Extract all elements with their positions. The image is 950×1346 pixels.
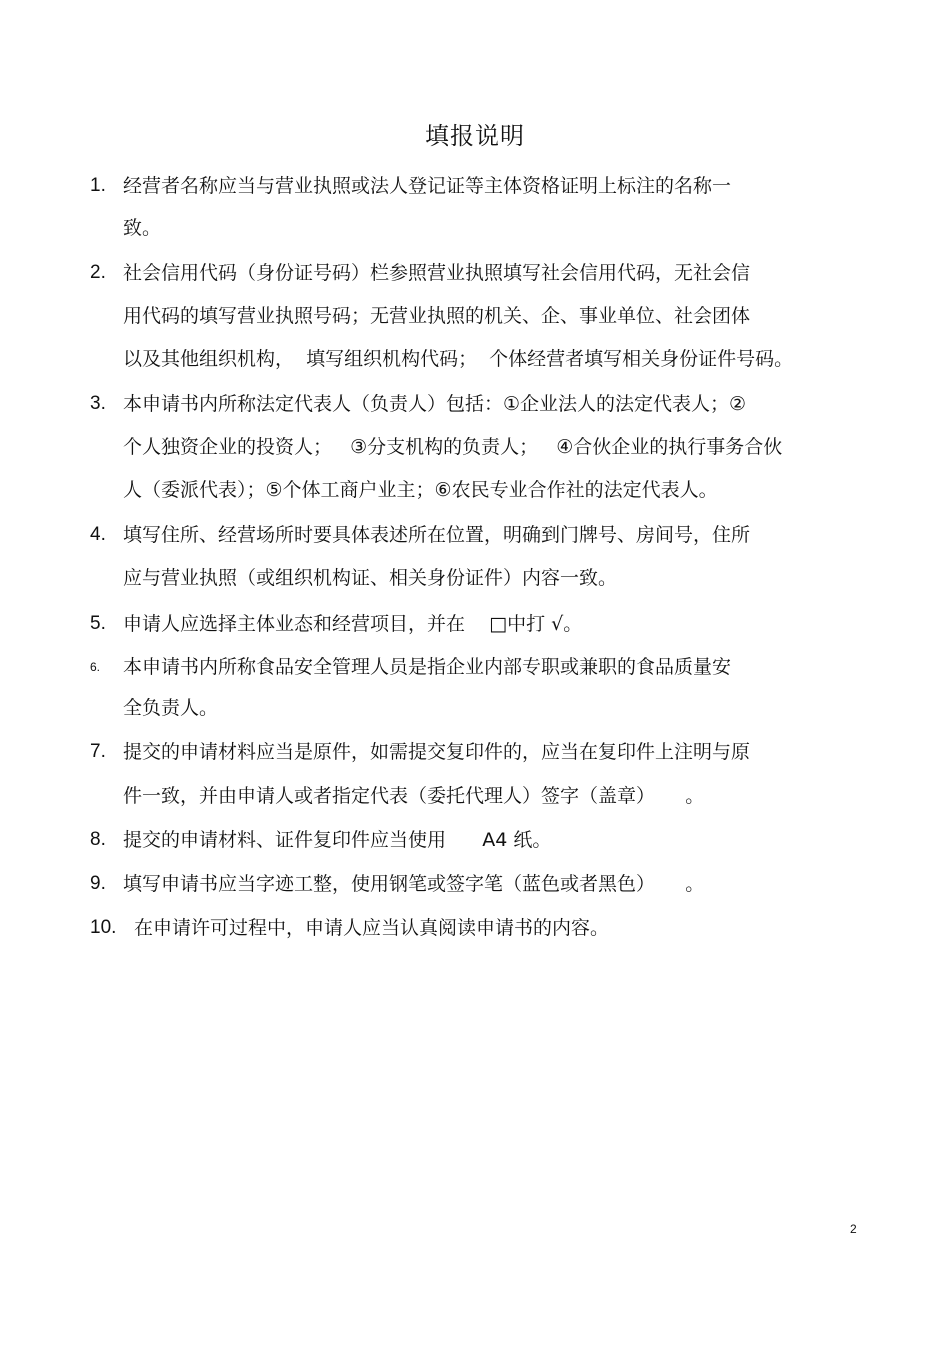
item-text-line: 本申请书内所称法定代表人（负责人）包括：①企业法人的法定代表人；② xyxy=(123,393,747,415)
item-text-line: 人（委派代表）；⑤个体工商户业主；⑥农民专业合作社的法定代表人。 xyxy=(123,479,718,501)
item-number: 3. xyxy=(90,393,106,414)
item-number: 5. xyxy=(90,613,106,634)
item-text-line: 全负责人。 xyxy=(123,697,219,719)
item-text-line: 用代码的填写营业执照号码；无营业执照的机关、企、事业单位、社会团体 xyxy=(123,305,751,327)
item-text-line: 经营者名称应当与营业执照或法人登记证等主体资格证明上标注的名称一 xyxy=(123,175,732,197)
item-text-line: 社会信用代码（身份证号码）栏参照营业执照填写社会信用代码，无社会信 xyxy=(123,262,751,284)
item-text-line: 件一致，并由申请人或者指定代表（委托代理人）签字（盖章） 。 xyxy=(123,785,705,807)
item-text-line: 填写住所、经营场所时要具体表述所在位置，明确到门牌号、房间号，住所 xyxy=(123,524,751,546)
page-title: 填报说明 xyxy=(425,122,525,150)
item-number: 10. xyxy=(90,917,117,938)
item-number: 2. xyxy=(90,262,106,283)
item-text-line: 提交的申请材料应当是原件，如需提交复印件的，应当在复印件上注明与原 xyxy=(123,741,751,763)
item-number: 8. xyxy=(90,829,106,850)
item-text-line: 以及其他组织机构， 填写组织机构代码； 个体经营者填写相关身份证件号码。 xyxy=(123,348,794,370)
item-number: 7. xyxy=(90,741,106,762)
item-text-line: 提交的申请材料、证件复印件应当使用 A4 纸。 xyxy=(123,829,552,851)
item-text-line: 填写申请书应当字迹工整，使用钢笔或签字笔（蓝色或者黑色） 。 xyxy=(123,873,705,895)
item-number: 1. xyxy=(90,175,106,196)
item-number: 4. xyxy=(90,524,106,545)
item-text-line: 致。 xyxy=(123,217,162,239)
item-number: 6. xyxy=(90,660,101,674)
item-text-line: 在申请许可过程中，申请人应当认真阅读申请书的内容。 xyxy=(134,917,610,939)
item-number: 9. xyxy=(90,873,106,894)
item-text-line: 个人独资企业的投资人； ③分支机构的负责人； ④合伙企业的执行事务合伙 xyxy=(123,436,783,458)
page-number: 2 xyxy=(850,1222,857,1236)
item-text-line: 申请人应选择主体业态和经营项目，并在 □中打 √。 xyxy=(123,613,583,635)
item-text-line: 本申请书内所称食品安全管理人员是指企业内部专职或兼职的食品质量安 xyxy=(123,656,732,678)
item-text-line: 应与营业执照（或组织机构证、相关身份证件）内容一致。 xyxy=(123,567,618,589)
